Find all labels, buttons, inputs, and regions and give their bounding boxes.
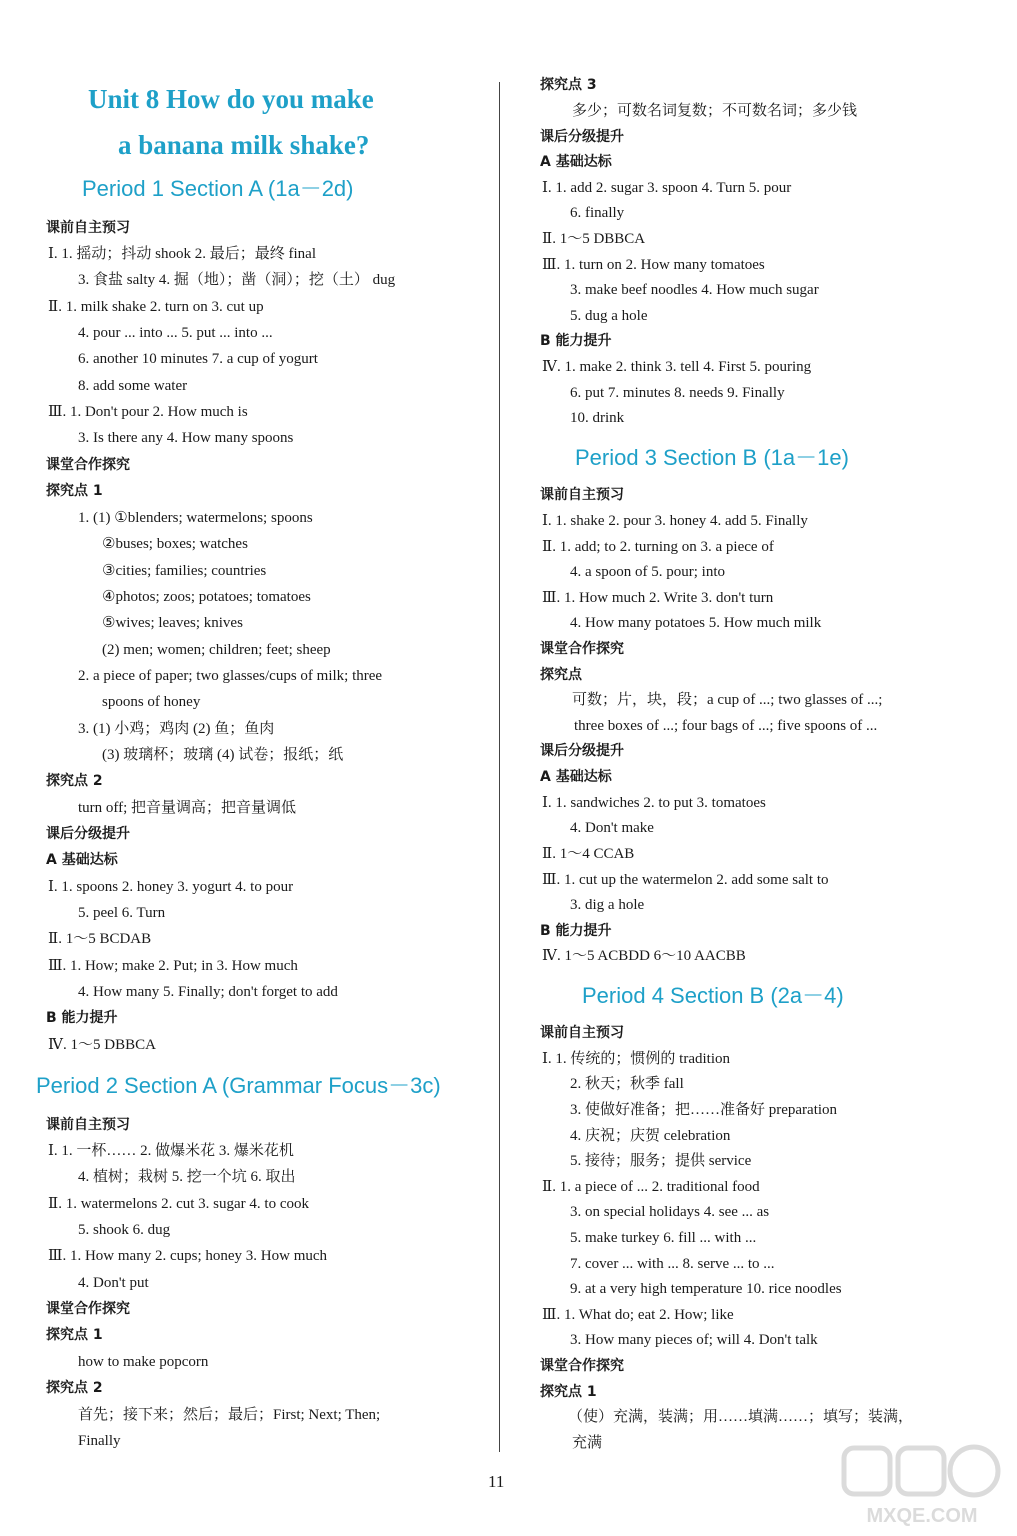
answer-line: Ⅳ. 1. make 2. think 3. tell 4. First 5. pouring <box>542 359 812 375</box>
answer-line: 3. on special holidays 4. see ... as <box>570 1204 770 1220</box>
level-label: B 能力提升 <box>540 333 612 349</box>
answer-line: three boxes of ...; four bags of ...; five spoons of ... <box>574 718 878 734</box>
answer-line: Ⅳ. 1～5 ACBDD 6～10 AACBB <box>542 948 746 964</box>
answer-line: Ⅰ. 1. 一杯…… 2. 做爆米花 3. 爆米花机 <box>48 1143 294 1159</box>
period-3-heading: Period 3 Section B (1a－1e) <box>575 445 849 470</box>
section-label: 课堂合作探究 <box>46 1301 130 1317</box>
answer-line: Ⅲ. 1. How; make 2. Put; in 3. How much <box>48 958 298 974</box>
section-label: 课堂合作探究 <box>540 1358 624 1374</box>
answer-line: 可数；片，块，段；a cup of ...; two glasses of ...; <box>572 692 883 708</box>
answer-line: 7. cover ... with ... 8. serve ... to ... <box>570 1256 775 1272</box>
answer-line: 4. 庆祝；庆贺 celebration <box>570 1128 731 1144</box>
subsection-label: 探究点 3 <box>540 77 597 93</box>
answer-line: 6. another 10 minutes 7. a cup of yogurt <box>78 351 318 367</box>
subsection-label: 探究点 2 <box>46 1380 103 1396</box>
answer-line: 4. How many 5. Finally; don't forget to add <box>78 984 338 1000</box>
section-label: 课前自主预习 <box>46 220 130 236</box>
answer-line: 1. (1) ①blenders; watermelons; spoons <box>78 510 313 526</box>
period-4-heading: Period 4 Section B (2a－4) <box>582 983 844 1008</box>
answer-line: 5. make turkey 6. fill ... with ... <box>570 1230 757 1246</box>
level-label: A 基础达标 <box>540 154 612 170</box>
answer-line: ③cities; families; countries <box>102 563 267 579</box>
unit-title-line-1: Unit 8 How do you make <box>88 84 374 114</box>
answer-line: Ⅱ. 1. watermelons 2. cut 3. sugar 4. to cook <box>48 1196 309 1212</box>
answer-line: 3. 食盐 salty 4. 掘（地）；凿（洞）；挖（土） dug <box>78 272 396 288</box>
answer-line: 4. Don't put <box>78 1275 149 1291</box>
level-label: A 基础达标 <box>46 852 118 868</box>
answer-line: 4. pour ... into ... 5. put ... into ... <box>78 325 273 341</box>
answer-line: Ⅰ. 1. shake 2. pour 3. honey 4. add 5. Finally <box>542 513 808 529</box>
answer-line: ⑤wives; leaves; knives <box>102 615 243 631</box>
answer-line: 5. shook 6. dug <box>78 1222 171 1238</box>
answer-line: Ⅲ. 1. cut up the watermelon 2. add some salt to <box>542 872 829 888</box>
answer-line: 3. Is there any 4. How many spoons <box>78 430 294 446</box>
level-label: A 基础达标 <box>540 769 612 785</box>
answer-line: 3. (1) 小鸡；鸡肉 (2) 鱼；鱼肉 <box>78 721 275 737</box>
subsection-label: 探究点 1 <box>46 483 103 499</box>
section-label: 课前自主预习 <box>540 1025 624 1041</box>
answer-line: Ⅰ. 1. spoons 2. honey 3. yogurt 4. to pour <box>48 879 294 895</box>
answer-line: Ⅰ. 1. 摇动；抖动 shook 2. 最后；最终 final <box>48 246 317 262</box>
answer-line: Ⅱ. 1～5 BCDAB <box>48 931 152 947</box>
answer-line: Ⅲ. 1. What do; eat 2. How; like <box>542 1307 734 1323</box>
subsection-label: 探究点 <box>540 667 582 683</box>
answer-line: 5. dug a hole <box>570 308 648 324</box>
section-label: 课堂合作探究 <box>46 457 130 473</box>
answer-line: ②buses; boxes; watches <box>102 536 248 552</box>
section-label: 课后分级提升 <box>46 826 130 842</box>
answer-line: how to make popcorn <box>78 1354 209 1370</box>
watermark-logo <box>840 1440 1005 1530</box>
answer-line: (3) 玻璃杯；玻璃 (4) 试卷；报纸；纸 <box>102 747 344 763</box>
answer-line: 首先；接下来；然后；最后；First; Next; Then; <box>78 1407 381 1423</box>
answer-line: 2. 秋天；秋季 fall <box>570 1076 684 1092</box>
column-divider <box>499 82 500 1452</box>
answer-line: 5. 接待；服务；提供 service <box>570 1153 752 1169</box>
section-label: 课堂合作探究 <box>540 641 624 657</box>
answer-line: Ⅲ. 1. How much 2. Write 3. don't turn <box>542 590 774 606</box>
period-2-heading: Period 2 Section A (Grammar Focus－3c) <box>36 1073 441 1098</box>
answer-line: turn off; 把音量调高；把音量调低 <box>78 800 297 816</box>
answer-line: 5. peel 6. Turn <box>78 905 166 921</box>
answer-line: Ⅱ. 1. milk shake 2. turn on 3. cut up <box>48 299 264 315</box>
unit-title-line-2: a banana milk shake? <box>118 130 370 160</box>
answer-line: Ⅰ. 1. sandwiches 2. to put 3. tomatoes <box>542 795 766 811</box>
answer-line: Ⅳ. 1～5 DBBCA <box>48 1037 156 1053</box>
answer-line: Ⅱ. 1. add; to 2. turning on 3. a piece of <box>542 539 774 555</box>
answer-line: 充满 <box>572 1435 603 1451</box>
answer-line: Ⅲ. 1. Don't pour 2. How much is <box>48 404 248 420</box>
answer-line: 多少；可数名词复数；不可数名词；多少钱 <box>572 103 858 119</box>
answer-line: Finally <box>78 1433 121 1449</box>
answer-line: 3. dig a hole <box>570 897 645 913</box>
answer-line: 6. put 7. minutes 8. needs 9. Finally <box>570 385 785 401</box>
answer-line: ④photos; zoos; potatoes; tomatoes <box>102 589 311 605</box>
section-label: 课后分级提升 <box>540 129 624 145</box>
answer-line: Ⅲ. 1. How many 2. cups; honey 3. How much <box>48 1248 328 1264</box>
answer-line: 4. a spoon of 5. pour; into <box>570 564 725 580</box>
subsection-label: 探究点 1 <box>540 1384 597 1400</box>
section-label: 课前自主预习 <box>46 1117 130 1133</box>
answer-line: 6. finally <box>570 205 625 221</box>
section-label: 课后分级提升 <box>540 743 624 759</box>
answer-line: Ⅰ. 1. add 2. sugar 3. spoon 4. Turn 5. pour <box>542 180 792 196</box>
subsection-label: 探究点 1 <box>46 1327 103 1343</box>
answer-line: Ⅰ. 1. 传统的；惯例的 tradition <box>542 1051 730 1067</box>
answer-line: 9. at a very high temperature 10. rice noodles <box>570 1281 842 1297</box>
page-number: 11 <box>488 1472 505 1491</box>
level-label: B 能力提升 <box>540 923 612 939</box>
answer-line: Ⅱ. 1～4 CCAB <box>542 846 635 862</box>
answer-line: 3. How many pieces of; will 4. Don't talk <box>570 1332 818 1348</box>
answer-line: Ⅱ. 1. a piece of ... 2. traditional food <box>542 1179 760 1195</box>
period-1-heading: Period 1 Section A (1a－2d) <box>82 176 354 201</box>
level-label: B 能力提升 <box>46 1010 118 1026</box>
answer-line: 10. drink <box>570 410 625 426</box>
answer-line: spoons of honey <box>102 694 201 710</box>
answer-line: （使）充满，装满；用……填满……；填写；装满， <box>568 1409 914 1425</box>
answer-line: 8. add some water <box>78 378 188 394</box>
answer-line: Ⅲ. 1. turn on 2. How many tomatoes <box>542 257 765 273</box>
section-label: 课前自主预习 <box>540 487 624 503</box>
watermark-text: MXQE.COM <box>866 1505 978 1527</box>
answer-line: (2) men; women; children; feet; sheep <box>102 642 331 658</box>
answer-line: 3. make beef noodles 4. How much sugar <box>570 282 819 298</box>
answer-line: 4. Don't make <box>570 820 654 836</box>
subsection-label: 探究点 2 <box>46 773 103 789</box>
answer-line: 4. How many potatoes 5. How much milk <box>570 615 822 631</box>
answer-line: Ⅱ. 1～5 DBBCA <box>542 231 646 247</box>
answer-line: 2. a piece of paper; two glasses/cups of milk; three <box>78 668 383 684</box>
answer-line: 3. 使做好准备；把……准备好 preparation <box>570 1102 838 1118</box>
answer-line: 4. 植树；栽树 5. 挖一个坑 6. 取出 <box>78 1169 296 1185</box>
